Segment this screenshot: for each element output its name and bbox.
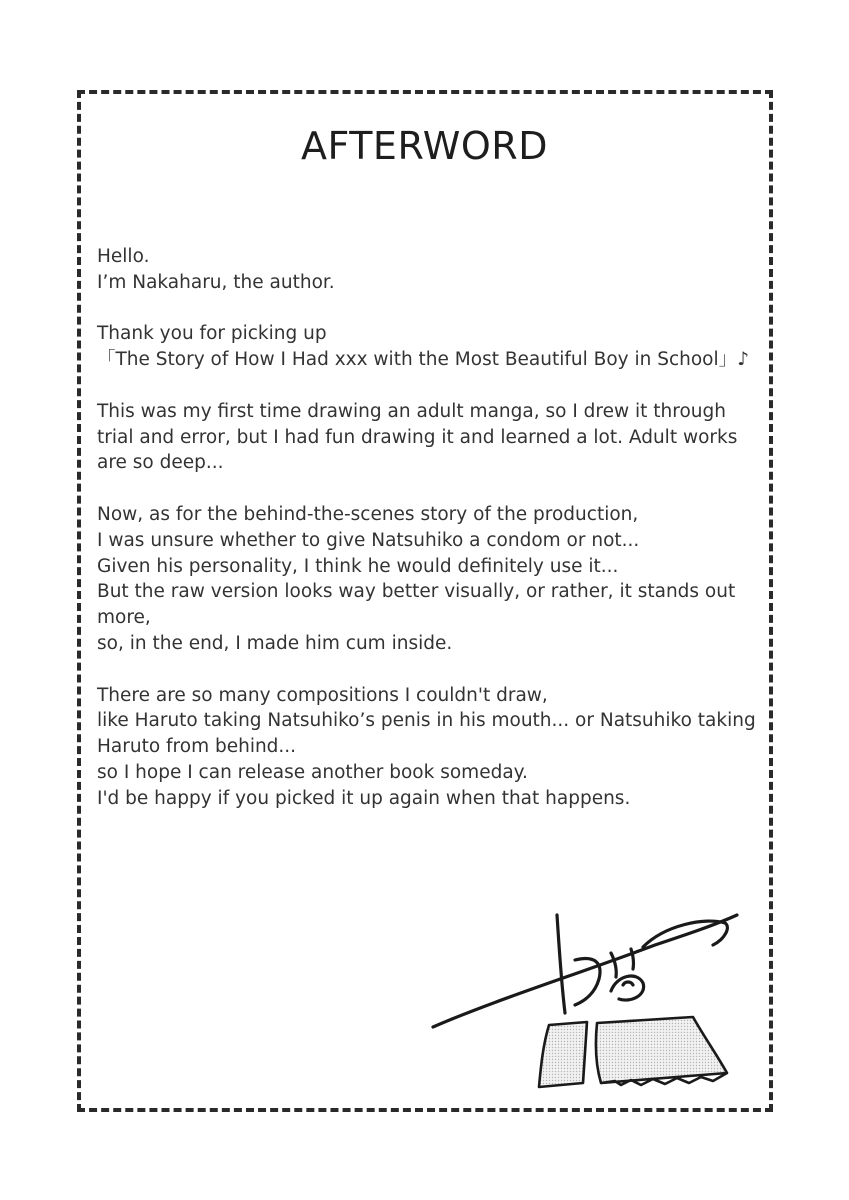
signature-stamp-shapes [539,1017,727,1087]
paragraph-greeting [97,244,757,296]
paragraph-behind-the-scenes [97,502,757,657]
paragraph-first-time [97,399,757,476]
signature-strokes [433,915,737,1027]
text-line: 「The Story of How I Had xxx with the Most Beautiful Boy in School」♪ [97,349,749,371]
text-line: I'd be happy if you picked it up again when that happens. [97,787,631,809]
paragraph-closing [97,683,757,812]
text-line: Thank you for picking up [97,323,327,345]
text-line: Hello. [97,246,150,267]
text-line: like Haruto taking Natsuhiko’s penis in his mouth... or Natsuhiko taking Haruto from behind... [97,710,756,758]
text-line: Given his personality, I think he would definitely use it... [97,555,619,577]
text-line: This was my first time drawing an adult manga, so I drew it through trial and error, but I had fun drawing it and learned a lot. Adult works are so deep... [97,400,738,474]
text-line: so I hope I can release another book someday. [97,761,528,783]
text-line: so, in the end, I made him cum inside. [97,632,453,654]
text-line: I was unsure whether to give Natsuhiko a condom or not... [97,529,640,551]
author-signature [425,905,745,1095]
paragraph-thanks [97,321,757,373]
page-title: AFTERWORD [301,124,548,168]
text-line: There are so many compositions I couldn't draw, [97,684,548,706]
afterword-body [97,244,757,837]
text-line: I’m Nakaharu, the author. [97,271,335,293]
text-line: But the raw version looks way better visually, or rather, it stands out more, [97,581,736,629]
text-line: Now, as for the behind-the-scenes story of the production, [97,503,639,525]
